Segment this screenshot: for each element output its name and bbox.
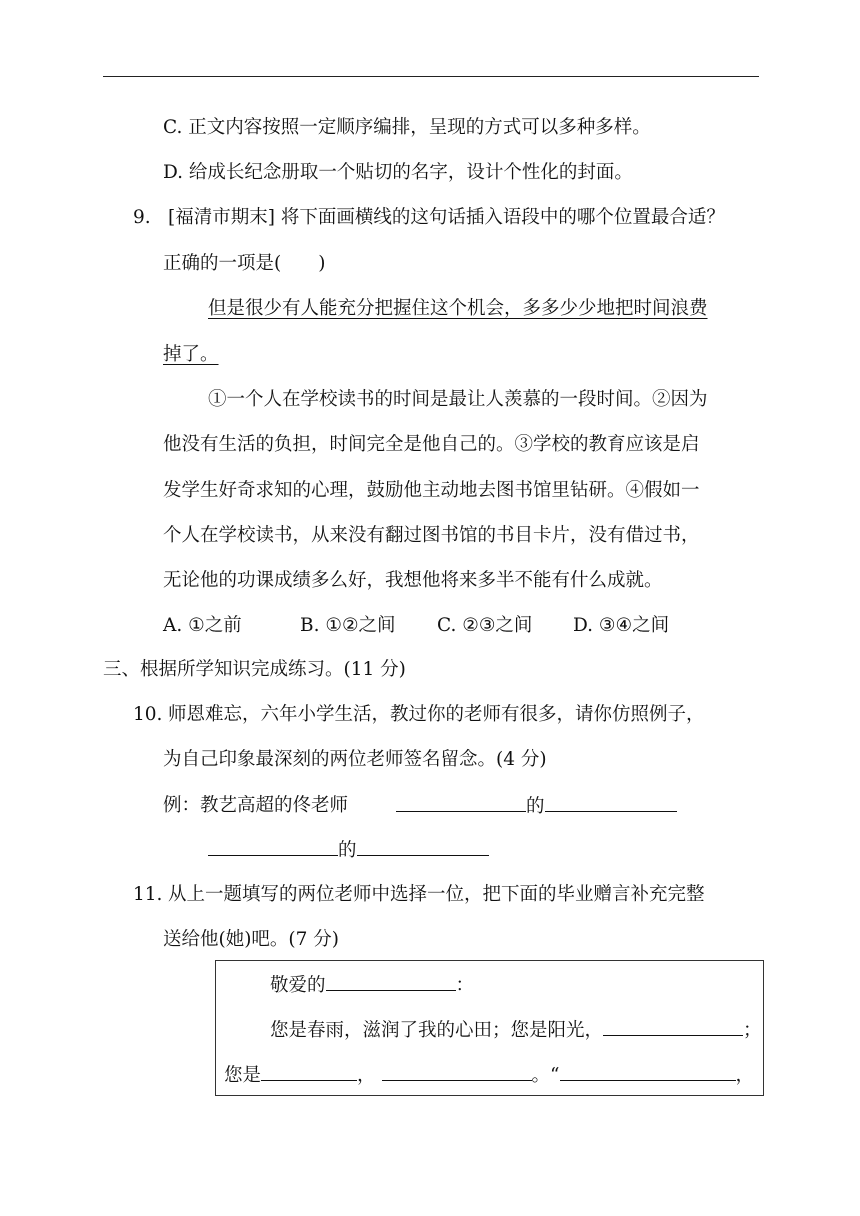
line2-blank[interactable]	[603, 1017, 743, 1036]
q9-passage-line: 个人在学校读书，从来没有翻过图书馆的书目卡片，没有借过书，	[163, 525, 700, 546]
line3-blank-2[interactable]	[382, 1062, 532, 1081]
farewell-greeting	[270, 972, 474, 999]
greeting-colon: ：	[455, 975, 475, 996]
q11-stem: 从上一题填写的两位老师中选择一位，把下面的毕业赠言补充完整	[168, 884, 705, 905]
q10-blank-2[interactable]	[545, 793, 677, 812]
farewell-line-2	[270, 1017, 762, 1044]
q9-stem: [福清市期末] 将下面画横线的这句话插入语段中的哪个位置最合适？	[168, 207, 725, 228]
q10-blank-1[interactable]	[396, 793, 526, 812]
q9-option-b: B. ①②之间	[300, 615, 396, 636]
farewell-line-3	[224, 1062, 754, 1089]
q9-option-a: A. ①之前	[163, 615, 242, 636]
q8-option-d: D. 给成长纪念册取一个贴切的名字，设计个性化的封面。	[163, 162, 633, 183]
de-char: 的	[338, 840, 357, 861]
q11-number: 11.	[133, 884, 163, 905]
line2-semicolon: ；	[743, 1020, 762, 1041]
q9-passage-line: ①一个人在学校读书的时间是最让人羡慕的一段时间。②因为	[208, 389, 708, 410]
q9-passage-line: 发学生好奇求知的心理，鼓励他主动地去图书馆里钻研。④假如一	[163, 480, 700, 501]
q10-stem-line2: 为自己印象最深刻的两位老师签名留念。(4 分)	[163, 749, 547, 770]
q11-stem-line2: 送给他(她)吧。(7 分)	[163, 929, 340, 950]
line3-text: 您是	[224, 1065, 262, 1086]
line3-period-quote: 。“	[531, 1065, 560, 1086]
q10-blank-4[interactable]	[357, 837, 489, 856]
line2-text: 您是春雨，滋润了我的心田；您是阳光，	[270, 1020, 604, 1041]
q10-blank-3[interactable]	[208, 837, 338, 856]
q10-answer-row-1	[396, 793, 677, 820]
recipient-blank[interactable]	[326, 972, 456, 991]
de-char: 的	[526, 796, 545, 817]
section-title: 三、根据所学知识完成练习。(11 分)	[103, 659, 406, 680]
q10-stem: 师恩难忘，六年小学生活，教过你的老师有很多，请你仿照例子，	[168, 704, 705, 725]
line3-blank-3[interactable]	[560, 1062, 736, 1081]
q8-option-c: C. 正文内容按照一定顺序编排，呈现的方式可以多种多样。	[163, 117, 651, 138]
q9-passage-line: 他没有生活的负担，时间完全是他自己的。③学校的教育应该是启	[163, 434, 700, 455]
line3-end-comma: ，	[735, 1065, 755, 1086]
greeting-text: 敬爱的	[270, 975, 326, 996]
line3-blank-1[interactable]	[261, 1062, 357, 1081]
q9-option-c: C. ②③之间	[437, 615, 533, 636]
q9-underlined-sentence-end: 掉了。	[163, 344, 219, 365]
q10-answer-row-2	[208, 837, 489, 864]
q10-example: 例：教艺高超的佟老师	[163, 795, 349, 816]
q9-stem-line2: 正确的一项是( )	[163, 253, 326, 274]
header-rule	[103, 76, 759, 77]
q9-number: 9.	[133, 207, 151, 228]
line3-comma: ，	[357, 1065, 376, 1086]
q10-number: 10.	[133, 704, 163, 725]
q9-underlined-sentence: 但是很少有人能充分把握住这个机会，多多少少地把时间浪费	[208, 298, 708, 319]
q9-option-d: D. ③④之间	[573, 615, 670, 636]
q9-passage-line: 无论他的功课成绩多么好，我想他将来多半不能有什么成就。	[163, 570, 663, 591]
